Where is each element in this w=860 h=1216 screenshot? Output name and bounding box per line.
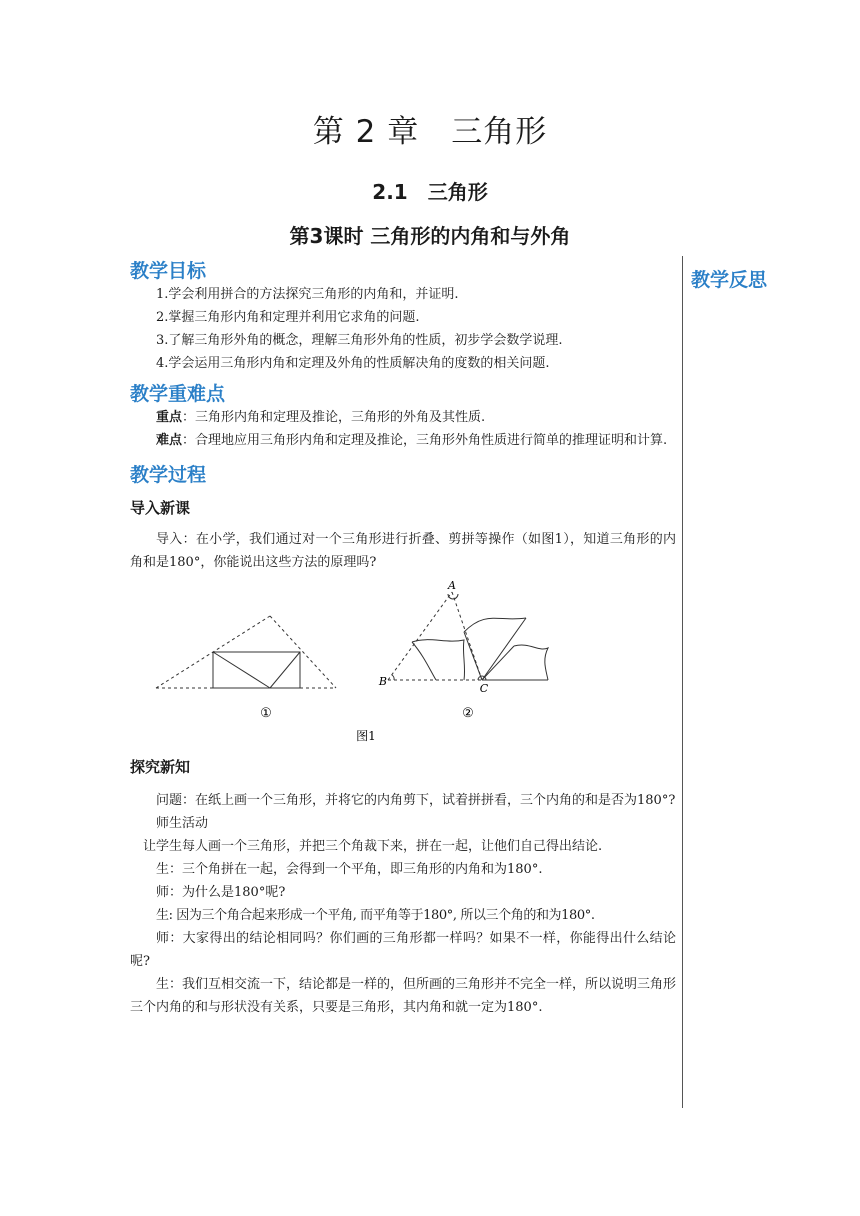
vertex-c-label: C: [479, 682, 489, 695]
goal-item: 1.学会利用拼合的方法探究三角形的内角和，并证明.: [156, 287, 459, 302]
goals-list: [130, 283, 676, 375]
activity-heading: 师生活动: [156, 816, 209, 831]
dialog-line: 师：大家得出的结论相同吗？你们画的三角形都一样吗？如果不一样，你能得出什么结论呢?: [130, 931, 676, 969]
reflection-title: 教学反思: [691, 269, 768, 291]
figure-1: [130, 580, 676, 750]
piece-c-torn-edge: [514, 645, 548, 680]
goal-item: 3.了解三角形外角的概念，理解三角形外角的性质，初步学会数学说理.: [156, 333, 563, 348]
cut-angles-diagram: [388, 592, 548, 680]
question-paragraph: 问题：在纸上画一个三角形，并将它的内角剪下，试着拼拼看，三个内角的和是否为180°?: [156, 793, 676, 808]
main-content: [130, 256, 676, 1019]
dialog-line: 生：三个角拼在一起，会得到一个平角，即三角形的内角和为180°.: [156, 862, 543, 877]
piece-a-right-edge: [482, 618, 526, 680]
figure-label-1: ①: [260, 706, 272, 721]
goal-item: 4.学会运用三角形内角和定理及外角的性质解决角的度数的相关问题.: [156, 356, 550, 371]
figure-label-2: ②: [462, 706, 474, 721]
lesson-title: 第3课时 三角形的内角和与外角: [289, 224, 571, 248]
fold-line-right: [270, 652, 300, 688]
figure-1-drawing: [130, 580, 676, 750]
dialog-line: 生: 因为三个角合起来形成一个平角, 而平角等于180°, 所以三个角的和为180°.: [156, 908, 595, 923]
section-title: 2.1 三角形: [372, 180, 488, 204]
folded-rectangle: [213, 652, 300, 688]
piece-b-edge: [412, 642, 436, 680]
piece-a-torn-edge: [464, 618, 526, 632]
dialog-line: 师：为什么是180°呢?: [156, 885, 286, 900]
key-text: ：三角形内角和定理及推论，三角形的外角及其性质.: [182, 410, 486, 425]
activity-paragraph: 让学生每人画一个三角形，并把三个角裁下来，拼在一起，让他们自己得出结论.: [143, 839, 603, 854]
fold-line-left: [213, 652, 270, 688]
angle-b-arc: [392, 675, 394, 680]
piece-a-left-edge: [464, 632, 482, 680]
piece-b-torn-edge: [412, 640, 465, 680]
dialog-line: 生：我们互相交流一下，结论都是一样的，但所画的三角形并不完全一样，所以说明三角形三个内角的和与形状没有关系，只要是三角形，其内角和就一定为180°.: [130, 977, 677, 1015]
chapter-title: 第 2 章 三角形: [312, 114, 548, 150]
piece-c-edge: [482, 646, 514, 680]
folded-triangle-diagram: [156, 616, 336, 688]
figure-caption: 图1: [356, 729, 376, 743]
key-point: [130, 406, 676, 429]
keypoints-heading: 教学重难点: [130, 383, 226, 405]
hard-label: 难点: [156, 433, 183, 448]
process-heading: 教学过程: [130, 464, 207, 486]
key-label: 重点: [156, 410, 183, 425]
intro-paragraph: 导入：在小学，我们通过对一个三角形进行折叠、剪拼等操作（如图1），知道三角形的内角和是180°，你能说出这些方法的原理吗?: [130, 532, 676, 570]
goals-heading: 教学目标: [130, 260, 207, 282]
goal-item: 2.掌握三角形内角和定理并利用它求角的问题.: [156, 310, 420, 325]
intro-heading: 导入新课: [130, 499, 191, 517]
hard-point: [130, 429, 676, 452]
vertex-b-label: B: [378, 675, 387, 688]
side-ab-dashed: [388, 592, 452, 680]
reflection-divider: [682, 256, 683, 1108]
vertex-a-label: A: [448, 580, 456, 592]
hard-text: ：合理地应用三角形内角和定理及推论，三角形外角性质进行简单的推理证明和计算.: [182, 433, 668, 448]
explore-heading: 探究新知: [130, 758, 191, 776]
